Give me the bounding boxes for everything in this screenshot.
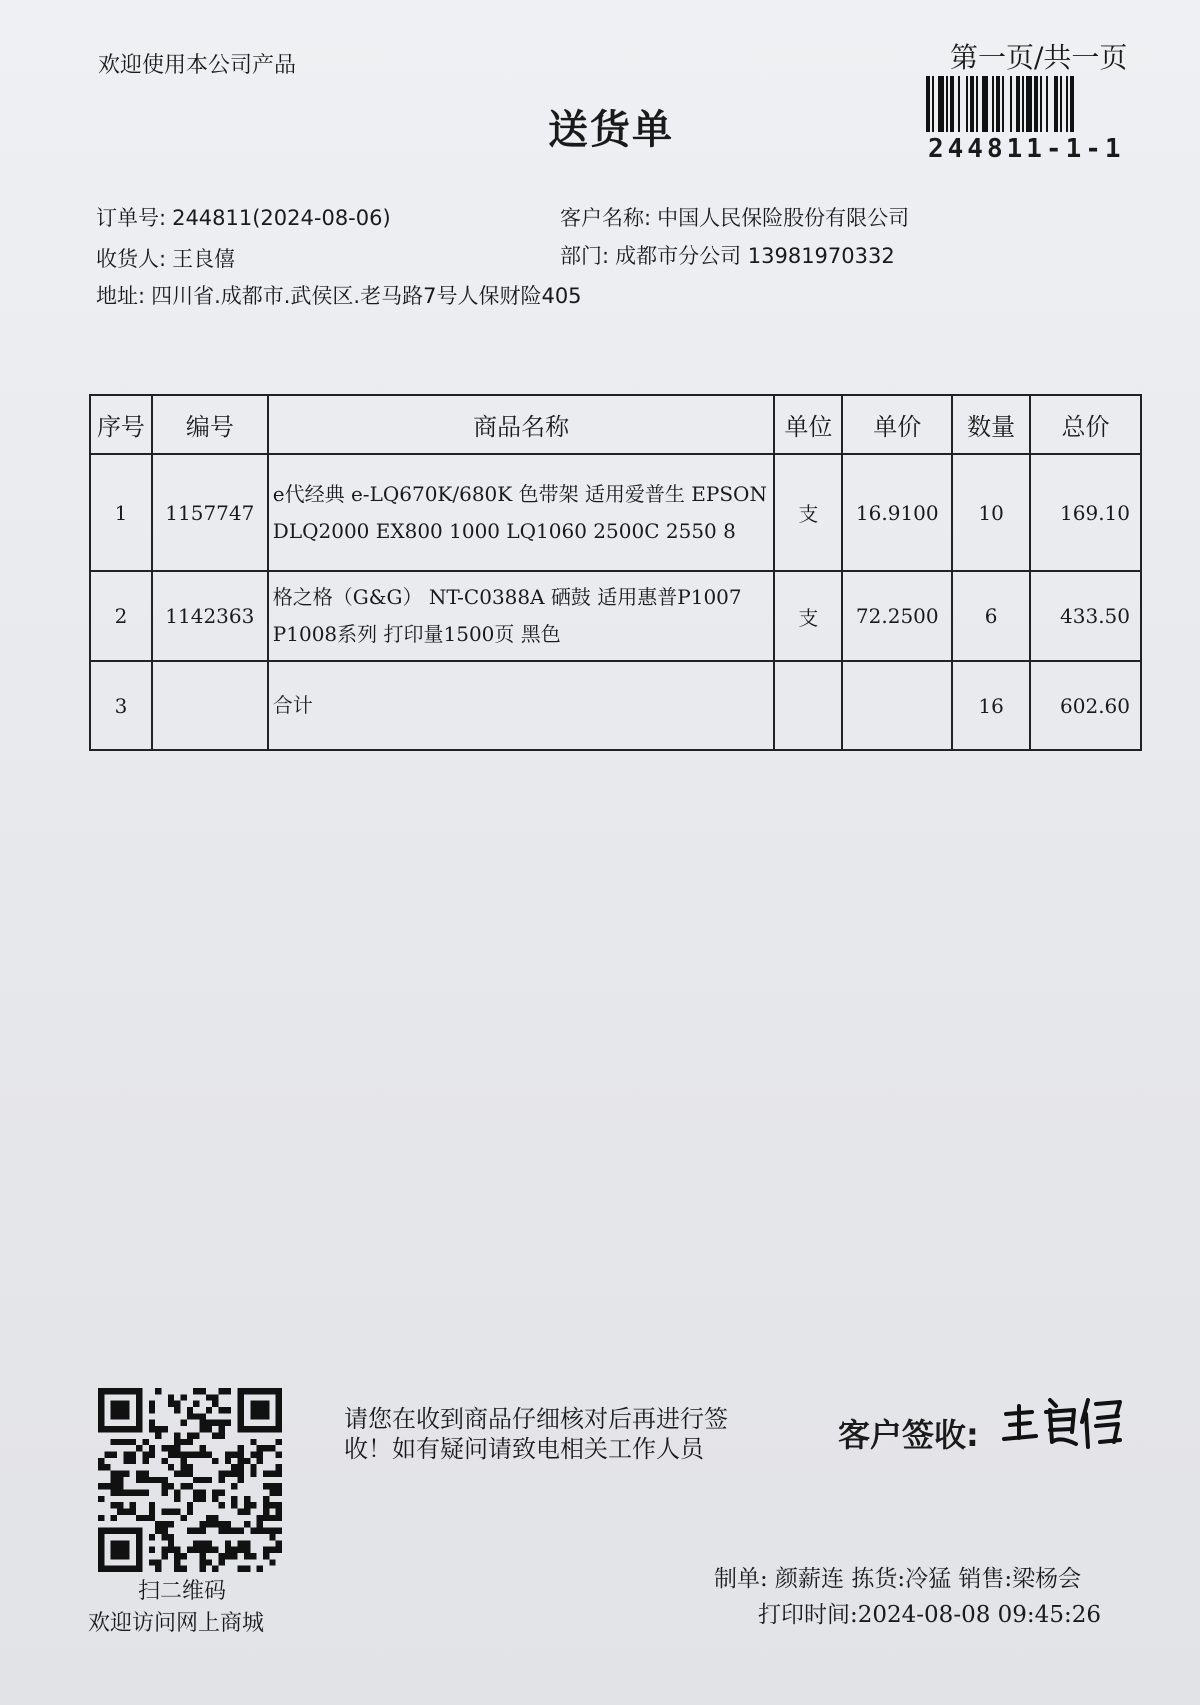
qr-caption-scan: 扫二维码 xyxy=(138,1579,227,1604)
department-label: 部门: xyxy=(560,244,610,268)
row-product-name: 合计 xyxy=(268,661,775,750)
customer-line xyxy=(560,202,909,232)
barcode-number: 244811-1-1 xyxy=(928,134,1125,164)
row-total: 169.10 xyxy=(1030,454,1141,571)
row-unit-price xyxy=(842,661,952,750)
row-total: 433.50 xyxy=(1030,571,1141,661)
row-code xyxy=(152,661,268,750)
department-value: 成都市分公司 13981970332 xyxy=(615,244,895,268)
row-quantity: 16 xyxy=(952,661,1030,750)
row-code: 1142363 xyxy=(152,571,268,661)
customer-signature-label: 客户签收: xyxy=(838,1416,979,1454)
row-unit: 支 xyxy=(774,454,842,571)
document-title: 送货单 xyxy=(548,107,674,153)
items-table xyxy=(89,394,1142,751)
header-unit: 单位 xyxy=(774,395,842,454)
row-code: 1157747 xyxy=(152,454,268,571)
header-product-name: 商品名称 xyxy=(268,395,775,454)
customer-label: 客户名称: xyxy=(560,206,652,230)
receiver-label: 收货人: xyxy=(96,247,167,271)
qr-code-image xyxy=(98,1388,282,1572)
receiver-value: 王良僖 xyxy=(172,247,236,271)
barcode-image xyxy=(926,76,1146,132)
header-total: 总价 xyxy=(1030,395,1141,454)
row-unit-price: 16.9100 xyxy=(842,454,952,571)
welcome-text: 欢迎使用本公司产品 xyxy=(98,53,297,78)
row-quantity: 6 xyxy=(952,571,1030,661)
row-seq: 3 xyxy=(90,661,152,750)
row-unit xyxy=(774,661,842,750)
address-line xyxy=(96,280,582,310)
department-line xyxy=(560,240,895,270)
page-indicator: 第一页/共一页 xyxy=(950,41,1128,74)
header-quantity: 数量 xyxy=(952,395,1030,454)
order-number-label: 订单号: xyxy=(96,206,167,230)
row-product-name: 格之格（G&G） NT-C0388A 硒鼓 适用惠普P1007 P1008系列 打印量1500页 黑色 xyxy=(268,571,775,661)
row-total: 602.60 xyxy=(1030,661,1141,750)
receipt-notice: 请您在收到商品仔细核对后再进行签收！如有疑问请致电相关工作人员 xyxy=(344,1405,728,1463)
row-quantity: 10 xyxy=(952,454,1030,571)
header-code: 编号 xyxy=(152,395,268,454)
order-number-line xyxy=(96,202,391,232)
table-row xyxy=(90,454,1141,571)
print-time: 打印时间:2024-08-08 09:45:26 xyxy=(758,1602,1101,1628)
header-unit-price: 单价 xyxy=(842,395,952,454)
row-seq: 2 xyxy=(90,571,152,661)
handwritten-signature xyxy=(1000,1392,1130,1452)
table-total-row xyxy=(90,661,1141,750)
staff-line: 制单: 颜薪连 拣货:冷猛 销售:梁杨会 xyxy=(714,1566,1082,1592)
table-row xyxy=(90,571,1141,661)
receiver-line xyxy=(96,243,235,273)
row-unit: 支 xyxy=(774,571,842,661)
customer-value: 中国人民保险股份有限公司 xyxy=(657,206,910,230)
qr-caption-visit: 欢迎访问网上商城 xyxy=(88,1611,265,1636)
row-seq: 1 xyxy=(90,454,152,571)
header-seq: 序号 xyxy=(90,395,152,454)
address-label: 地址: xyxy=(96,284,146,308)
row-unit-price: 72.2500 xyxy=(842,571,952,661)
row-product-name: e代经典 e-LQ670K/680K 色带架 适用爱普生 EPSON DLQ2000 EX800 1000 LQ1060 2500C 2550 8 xyxy=(268,454,775,571)
address-value: 四川省.成都市.武侯区.老马路7号人保财险405 xyxy=(151,284,582,308)
table-header-row xyxy=(90,395,1141,454)
order-number-value: 244811(2024-08-06) xyxy=(172,206,391,230)
